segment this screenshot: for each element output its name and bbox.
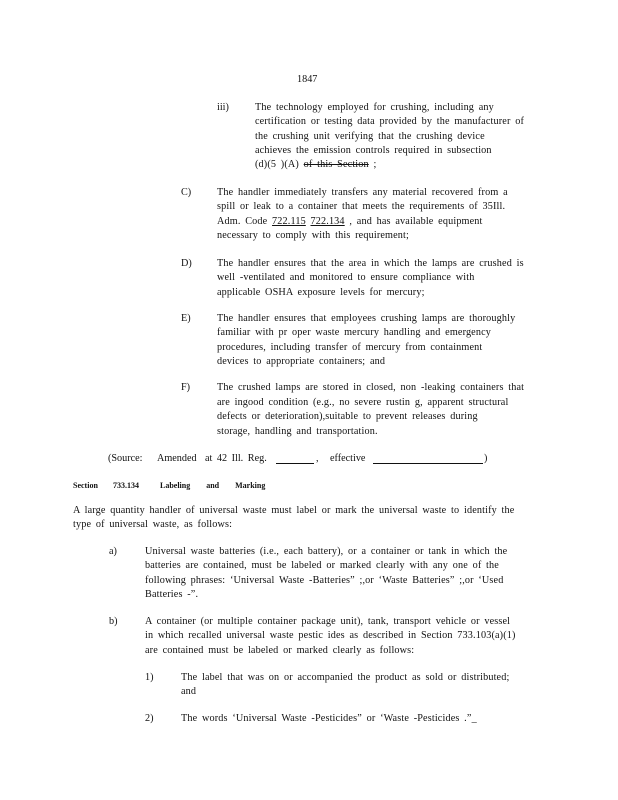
text-line: The label that was on or accompanied the product as sold or distributed; [181,672,510,683]
text-line: certification or testing data provided by the manufacturer of [255,116,524,127]
source-register: at 42 Ill. Reg. [205,453,267,464]
text-line: are ingood condition (e.g., no severe rustin g, apparent structural [217,397,509,408]
item-label-b1: 1) [145,672,154,683]
page-number: 1847 [297,74,318,85]
text-line: Batteries -”. [145,589,199,600]
text-line: storage, handling and transportation. [217,426,378,437]
text-line: the crushing unit verifying that the crushing device [255,131,485,142]
item-label-f: F) [181,382,191,393]
text-line [181,712,477,726]
text-line: achieves the emission controls required in subsection [255,145,492,156]
text-line: The handler immediately transfers any material recovered from a [217,187,508,198]
source-comma: , [316,453,319,464]
section-number: 733.134 [113,481,139,490]
text-line: A large quantity handler of universal waste must label or mark the universal waste to identify the [73,505,515,516]
subsection-ref: (d)(5 )(A) [255,159,299,170]
text-line: type of universal waste, as follows: [73,519,233,530]
pesticides-label-text: The words ‘Universal Waste -Pesticides” or ‘Waste -Pesticides .” [181,713,472,724]
text-line: The handler ensures that employees crushing lamps are thoroughly [217,313,516,324]
text-line: The handler ensures that the area in which the lamps are crushed is [217,258,524,269]
item-label-d: D) [181,258,192,269]
text-line: applicable OSHA exposure levels for mercury; [217,287,425,298]
item-label-b: b) [109,616,118,627]
line-end: , and has available equipment [344,216,483,227]
item-label-c: C) [181,187,192,198]
text-line: procedures, including transfer of mercury from containment [217,342,483,353]
text-line: are contained must be labeled or marked clearly as follows: [145,645,415,656]
adm-code-prefix: Adm. Code [217,216,273,227]
register-page-blank [276,453,314,464]
effective-date-blank [373,453,483,464]
text-line: Universal waste batteries (i.e., each battery), or a container or tank in which the [145,546,508,557]
item-label-b2: 2) [145,713,154,724]
text-line: well -ventilated and monitored to ensure compliance with [217,272,475,283]
code-link-722-134[interactable]: 722.134 [310,216,345,227]
item-label-e: E) [181,313,191,324]
text-line: spill or leak to a container that meets the requirements of 35Ill. [217,201,506,212]
source-effective: effective [330,453,366,464]
text-line: A container (or multiple container package unit), tank, transport vehicle or vessel [145,616,511,627]
text-line: and [181,686,197,697]
source-open: (Source: [108,453,143,464]
text-line: defects or deterioration),suitable to prevent releases during [217,411,478,422]
text-line [217,215,483,229]
text-line: The technology employed for crushing, including any [255,102,494,113]
source-amended: Amended [157,453,197,464]
section-title: Labeling and Marking [160,481,266,490]
text-line: The crushed lamps are stored in closed, non -leaking containers that [217,382,525,393]
text-line: following phrases: ‘Universal Waste -Batteries” ;,or ‘Waste Batteries” ;,or ‘Used [145,575,504,586]
section-word: Section [73,481,98,490]
item-label-iii: iii) [217,102,229,113]
text-line: devices to appropriate containers; and [217,356,386,367]
struck-text: of this Section [303,159,369,170]
item-label-a: a) [109,546,117,557]
text-line: necessary to comply with this requirement; [217,230,409,241]
trailing-underscore: _ [471,713,477,724]
text-line: in which recalled universal waste pestic ides as described in Section 733.103(a)(1) [145,630,516,641]
text-line: familiar with pr oper waste mercury handling and emergency [217,327,492,338]
text-line [255,158,376,172]
line-end: ; [368,159,377,170]
text-line: batteries are contained, must be labeled or marked clearly with any one of the [145,560,499,571]
code-link-722-115[interactable]: 722.115 [272,216,306,227]
source-close: ) [484,453,488,464]
